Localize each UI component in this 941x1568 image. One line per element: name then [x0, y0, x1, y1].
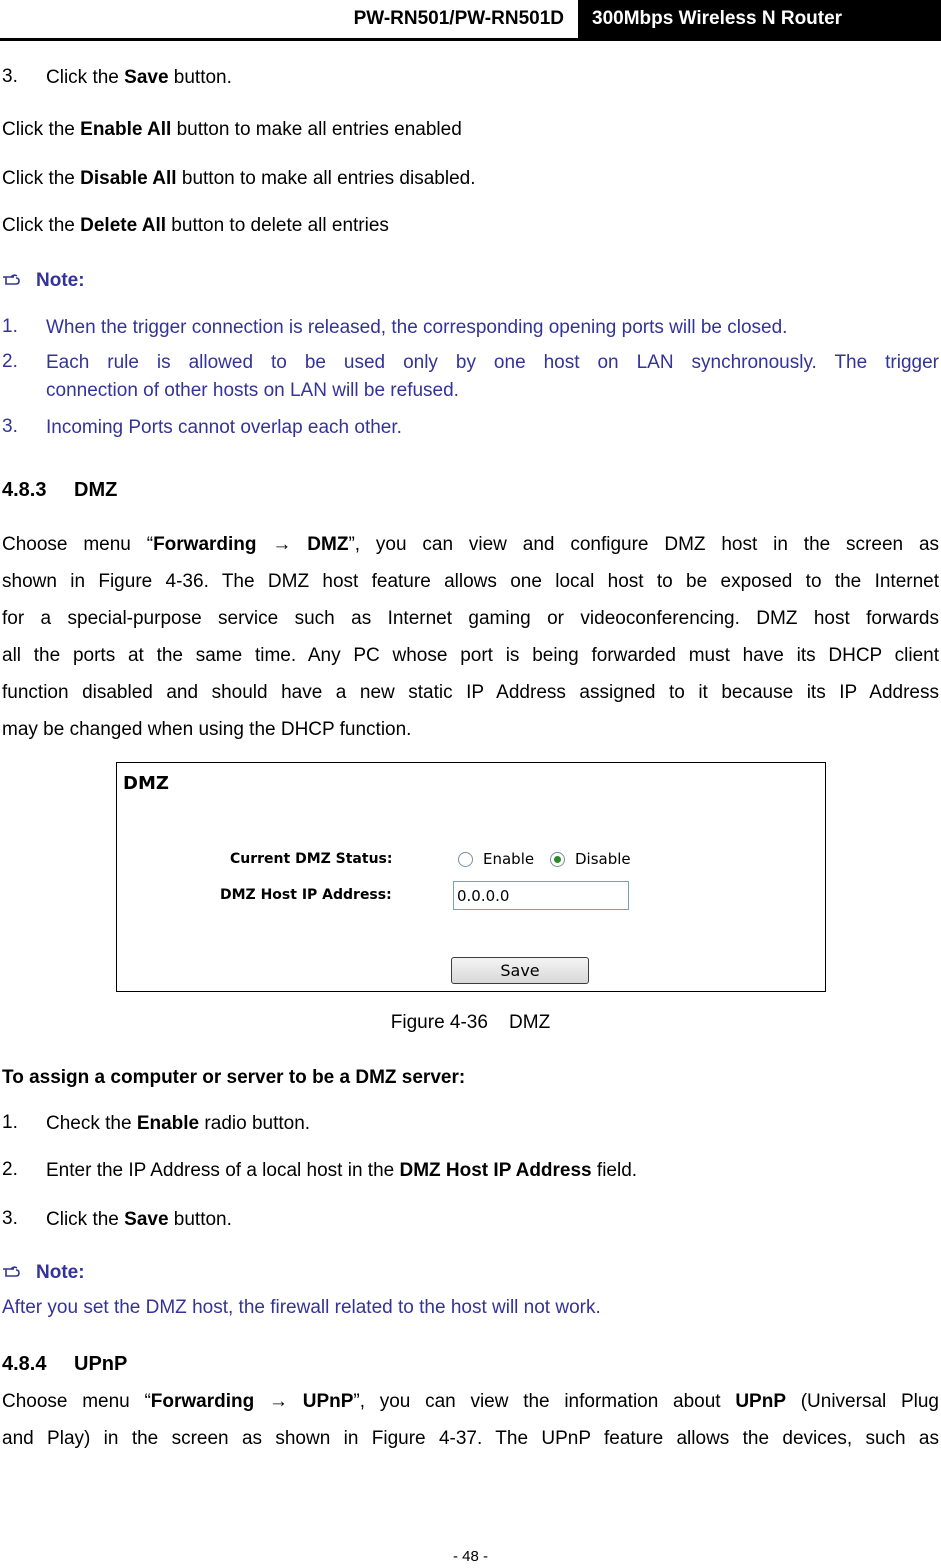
paragraph-line: shown in Figure 4-36. The DMZ host feature allows one local host to be exposed to the Internet — [2, 571, 939, 592]
step-number: 3. — [2, 66, 18, 87]
step-text: Check the Enable radio button. — [46, 1113, 311, 1134]
enable-radio-label[interactable]: Enable — [483, 850, 535, 868]
paragraph-line: may be changed when using the DHCP function. — [2, 719, 412, 740]
section-heading-dmz: 4.8.3 DMZ — [2, 479, 118, 501]
note-item-text: Each rule is allowed to be used only by one host on LAN synchronously. The trigger — [46, 352, 939, 373]
step-number: 2. — [2, 1159, 18, 1180]
header-model: PW-RN501/PW-RN501D — [353, 8, 564, 29]
step-text: Enter the IP Address of a local host in the DMZ Host IP Address field. — [46, 1160, 638, 1181]
disable-radio-label[interactable]: Disable — [575, 850, 631, 868]
page-number: - 48 - — [452, 1548, 488, 1565]
header-rule — [0, 38, 941, 41]
note-heading: Note: — [2, 270, 85, 292]
note-item-number: 1. — [2, 316, 18, 337]
note-item-text: When the trigger connection is released, the corresponding opening ports will be closed. — [46, 317, 788, 338]
paragraph-line: Choose menu “Forwarding → UPnP”, you can view the information about UPnP (Universal Plug — [2, 1391, 939, 1412]
figure-title: DMZ — [123, 773, 169, 794]
note-text: After you set the DMZ host, the firewall related to the host will not work. — [2, 1297, 601, 1318]
note-item-number: 2. — [2, 351, 18, 372]
note-item-text-cont: connection of other hosts on LAN will be refused. — [46, 380, 459, 401]
section-heading-upnp: 4.8.4 UPnP — [2, 1353, 128, 1375]
note-heading: Note: — [2, 1262, 85, 1284]
enable-all-line: Click the Enable All button to make all entries enabled — [2, 119, 462, 140]
current-dmz-status-label: Current DMZ Status: — [230, 851, 393, 867]
paragraph-line: for a special-purpose service such as Internet gaming or videoconferencing. DMZ host forwards — [2, 608, 939, 629]
delete-all-line: Click the Delete All button to delete all entries — [2, 215, 389, 236]
paragraph-line: and Play) in the screen as shown in Figure 4-37. The UPnP feature allows the devices, such as — [2, 1428, 939, 1449]
note-item-number: 3. — [2, 416, 18, 437]
note-item-text: Incoming Ports cannot overlap each other. — [46, 417, 402, 438]
paragraph-line: Choose menu “Forwarding → DMZ”, you can view and configure DMZ host in the screen as — [2, 534, 940, 555]
save-button[interactable]: Save — [451, 957, 589, 984]
step-number: 3. — [2, 1208, 18, 1229]
assign-heading: To assign a computer or server to be a DMZ server: — [2, 1067, 466, 1088]
pointing-hand-icon — [2, 273, 22, 287]
header-product: 300Mbps Wireless N Router — [578, 0, 941, 40]
enable-radio[interactable] — [458, 852, 473, 867]
paragraph-line: function disabled and should have a new static IP Address assigned to it because its IP Address — [2, 682, 939, 703]
pointing-hand-icon — [2, 1265, 22, 1279]
disable-radio[interactable] — [550, 852, 565, 867]
dmz-host-ip-label: DMZ Host IP Address: — [220, 887, 392, 903]
step-text: Click the Save button. — [46, 67, 232, 88]
figure-caption: Figure 4-36 DMZ — [390, 1012, 551, 1033]
disable-all-line: Click the Disable All button to make all entries disabled. — [2, 168, 476, 189]
step-number: 1. — [2, 1112, 18, 1133]
dmz-host-ip-input[interactable]: 0.0.0.0 — [453, 881, 629, 910]
paragraph-line: all the ports at the same time. Any PC whose port is being forwarded must have its DHCP client — [2, 645, 939, 666]
step-text: Click the Save button. — [46, 1209, 232, 1230]
dmz-screenshot — [116, 762, 826, 992]
